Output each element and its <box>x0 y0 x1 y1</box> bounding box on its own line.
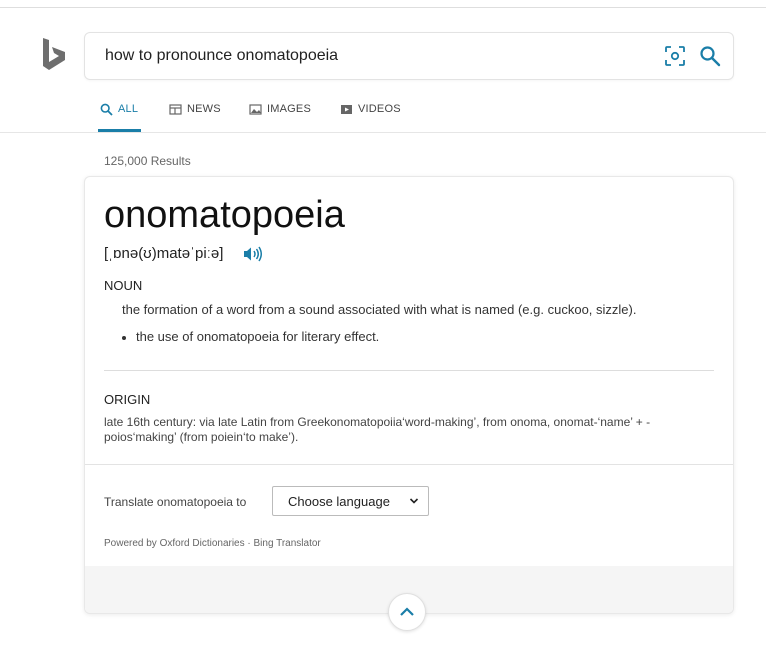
definition-text: the formation of a word from a sound associated with what is named (e.g. cuckoo, sizzle). <box>122 302 637 317</box>
section-divider <box>85 464 733 465</box>
tab-label: NEWS <box>187 103 221 115</box>
translate-label: Translate onomatopoeia to <box>104 495 247 509</box>
speaker-icon[interactable] <box>243 246 263 262</box>
tab-images[interactable] <box>249 96 311 132</box>
results-count: 125,000 Results <box>104 154 191 168</box>
search-input[interactable]: how to pronounce onomatopoeia <box>105 47 339 64</box>
tab-label: VIDEOS <box>358 103 401 115</box>
sub-definition <box>122 329 379 344</box>
language-select-value: Choose language <box>288 493 390 509</box>
tab-label: ALL <box>118 103 139 115</box>
tab-news[interactable] <box>169 96 221 132</box>
chevron-up-icon <box>399 605 415 619</box>
language-select[interactable] <box>272 486 429 516</box>
news-icon <box>169 103 182 116</box>
header-divider <box>0 132 766 133</box>
bing-logo[interactable] <box>40 38 68 72</box>
tab-videos[interactable] <box>340 96 401 132</box>
sub-definition-text: the use of onomatopoeia for literary effect. <box>136 329 380 344</box>
videos-icon <box>340 103 353 116</box>
collapse-button[interactable] <box>388 593 426 631</box>
dictionary-card <box>84 176 734 614</box>
chevron-down-icon <box>409 496 419 506</box>
part-of-speech: NOUN <box>104 278 143 293</box>
pronunciation-text: [ˌɒnə(ʊ)matəˈpiːə] <box>104 245 224 262</box>
search-box[interactable] <box>84 32 734 80</box>
top-border <box>0 7 766 8</box>
search-icon[interactable] <box>699 45 721 67</box>
origin-text: late 16th century: via late Latin from Greekonomatopoiia‘word-making’, from onoma, onomat-‘name’ + -poios‘making’ (from poiein‘to make’). <box>104 415 651 444</box>
dictionary-word: onomatopoeia <box>104 194 345 236</box>
bullet-icon <box>122 336 126 340</box>
tab-label: IMAGES <box>267 103 311 115</box>
origin-heading: ORIGIN <box>104 392 151 407</box>
images-icon <box>249 103 262 116</box>
visual-search-icon[interactable] <box>665 46 685 66</box>
search-icon <box>100 103 113 116</box>
powered-by-text: Powered by Oxford Dictionaries · Bing Translator <box>104 538 321 549</box>
section-divider <box>104 370 714 371</box>
tab-all[interactable] <box>98 96 141 132</box>
